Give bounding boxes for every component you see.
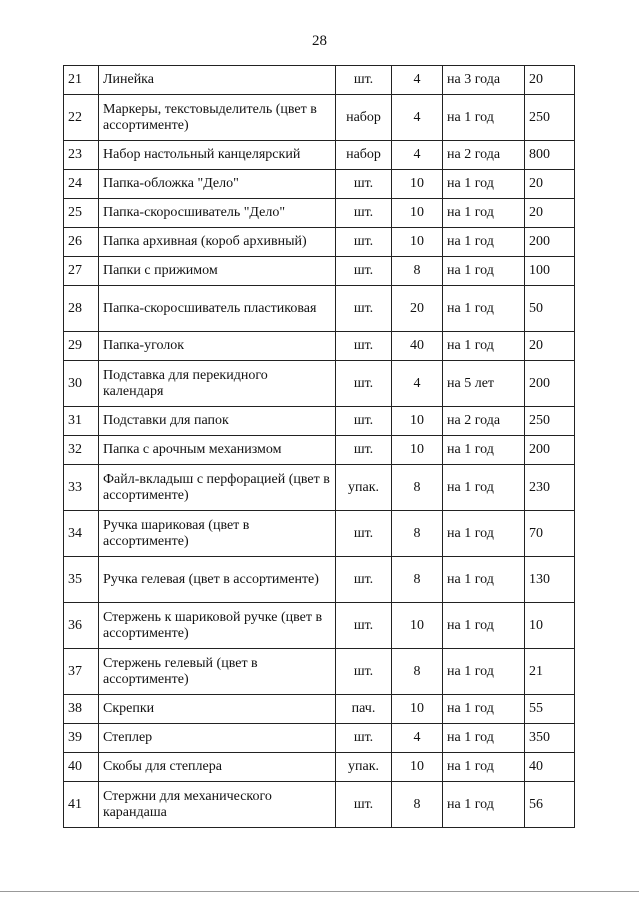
table-row [64,649,575,695]
item-price: 20 [525,199,575,228]
item-quantity: 4 [392,361,443,407]
item-quantity: 8 [392,257,443,286]
row-number: 29 [64,332,99,361]
item-unit: шт. [336,332,392,361]
supplies-table-body [64,66,575,828]
item-price: 20 [525,332,575,361]
item-quantity: 4 [392,66,443,95]
item-price: 200 [525,361,575,407]
row-number: 25 [64,199,99,228]
item-term: на 2 года [443,407,525,436]
item-unit: пач. [336,695,392,724]
item-unit: упак. [336,465,392,511]
item-unit: шт. [336,782,392,828]
item-quantity: 10 [392,407,443,436]
table-row [64,95,575,141]
item-quantity: 10 [392,753,443,782]
item-name: Папка архивная (короб архивный) [99,228,336,257]
item-term: на 1 год [443,753,525,782]
item-term: на 3 года [443,66,525,95]
item-name: Ручка гелевая (цвет в ассортименте) [99,557,336,603]
item-name: Набор настольный канцелярский [99,141,336,170]
item-term: на 1 год [443,695,525,724]
item-quantity: 10 [392,228,443,257]
item-price: 200 [525,436,575,465]
item-unit: шт. [336,286,392,332]
item-name: Стержни для механического карандаша [99,782,336,828]
item-term: на 1 год [443,228,525,257]
item-unit: шт. [336,228,392,257]
item-quantity: 10 [392,436,443,465]
item-unit: шт. [336,557,392,603]
bottom-rule [0,891,639,892]
table-row [64,407,575,436]
item-term: на 1 год [443,257,525,286]
item-quantity: 20 [392,286,443,332]
item-term: на 1 год [443,603,525,649]
item-name: Папка-скоросшиватель "Дело" [99,199,336,228]
item-term: на 1 год [443,649,525,695]
row-number: 41 [64,782,99,828]
item-unit: шт. [336,603,392,649]
item-term: на 1 год [443,170,525,199]
row-number: 27 [64,257,99,286]
item-name: Скобы для степлера [99,753,336,782]
row-number: 22 [64,95,99,141]
row-number: 31 [64,407,99,436]
item-term: на 5 лет [443,361,525,407]
table-row [64,436,575,465]
item-name: Файл-вкладыш с перфорацией (цвет в ассортименте) [99,465,336,511]
row-number: 34 [64,511,99,557]
item-name: Стержень гелевый (цвет в ассортименте) [99,649,336,695]
item-name: Ручка шариковая (цвет в ассортименте) [99,511,336,557]
row-number: 26 [64,228,99,257]
item-name: Стержень к шариковой ручке (цвет в ассортименте) [99,603,336,649]
item-price: 70 [525,511,575,557]
item-term: на 2 года [443,141,525,170]
item-name: Папка-уголок [99,332,336,361]
item-quantity: 8 [392,557,443,603]
table-row [64,753,575,782]
table-row [64,332,575,361]
table-row [64,511,575,557]
supplies-table [63,65,575,828]
item-unit: упак. [336,753,392,782]
item-unit: шт. [336,257,392,286]
item-quantity: 4 [392,141,443,170]
item-unit: шт. [336,199,392,228]
table-row [64,170,575,199]
item-quantity: 40 [392,332,443,361]
item-term: на 1 год [443,199,525,228]
item-quantity: 10 [392,170,443,199]
row-number: 30 [64,361,99,407]
item-unit: шт. [336,407,392,436]
item-quantity: 4 [392,724,443,753]
item-term: на 1 год [443,286,525,332]
item-name: Подставка для перекидного календаря [99,361,336,407]
table-row [64,228,575,257]
item-quantity: 10 [392,695,443,724]
table-row [64,141,575,170]
item-quantity: 8 [392,511,443,557]
item-unit: шт. [336,361,392,407]
row-number: 39 [64,724,99,753]
table-row [64,286,575,332]
row-number: 40 [64,753,99,782]
item-quantity: 8 [392,465,443,511]
table-row [64,361,575,407]
item-quantity: 8 [392,649,443,695]
item-term: на 1 год [443,724,525,753]
item-unit: шт. [336,170,392,199]
item-price: 40 [525,753,575,782]
table-row [64,465,575,511]
item-term: на 1 год [443,465,525,511]
item-name: Папки с прижимом [99,257,336,286]
table-row [64,603,575,649]
row-number: 24 [64,170,99,199]
row-number: 35 [64,557,99,603]
item-price: 130 [525,557,575,603]
row-number: 37 [64,649,99,695]
table-row [64,782,575,828]
item-price: 230 [525,465,575,511]
table-row [64,199,575,228]
row-number: 36 [64,603,99,649]
table-row [64,257,575,286]
row-number: 32 [64,436,99,465]
item-price: 56 [525,782,575,828]
item-name: Папка с арочным механизмом [99,436,336,465]
page-number: 28 [312,33,327,49]
row-number: 38 [64,695,99,724]
item-name: Подставки для папок [99,407,336,436]
item-price: 21 [525,649,575,695]
item-name: Папка-обложка "Дело" [99,170,336,199]
item-price: 20 [525,170,575,199]
row-number: 33 [64,465,99,511]
item-unit: шт. [336,649,392,695]
item-price: 50 [525,286,575,332]
row-number: 23 [64,141,99,170]
item-name: Степлер [99,724,336,753]
item-unit: набор [336,141,392,170]
item-unit: шт. [336,724,392,753]
item-name: Маркеры, текстовыделитель (цвет в ассортименте) [99,95,336,141]
item-name: Скрепки [99,695,336,724]
item-price: 250 [525,407,575,436]
table-row [64,695,575,724]
item-name: Папка-скоросшиватель пластиковая [99,286,336,332]
item-unit: шт. [336,66,392,95]
item-term: на 1 год [443,557,525,603]
table-row [64,557,575,603]
item-unit: набор [336,95,392,141]
item-term: на 1 год [443,436,525,465]
item-price: 20 [525,66,575,95]
item-term: на 1 год [443,95,525,141]
item-price: 800 [525,141,575,170]
row-number: 28 [64,286,99,332]
table-row [64,724,575,753]
item-quantity: 8 [392,782,443,828]
item-term: на 1 год [443,332,525,361]
item-unit: шт. [336,436,392,465]
item-quantity: 4 [392,95,443,141]
item-quantity: 10 [392,603,443,649]
item-term: на 1 год [443,782,525,828]
item-quantity: 10 [392,199,443,228]
item-unit: шт. [336,511,392,557]
item-price: 350 [525,724,575,753]
table-row [64,66,575,95]
item-price: 10 [525,603,575,649]
item-price: 55 [525,695,575,724]
item-name: Линейка [99,66,336,95]
row-number: 21 [64,66,99,95]
item-price: 100 [525,257,575,286]
item-price: 200 [525,228,575,257]
item-price: 250 [525,95,575,141]
item-term: на 1 год [443,511,525,557]
